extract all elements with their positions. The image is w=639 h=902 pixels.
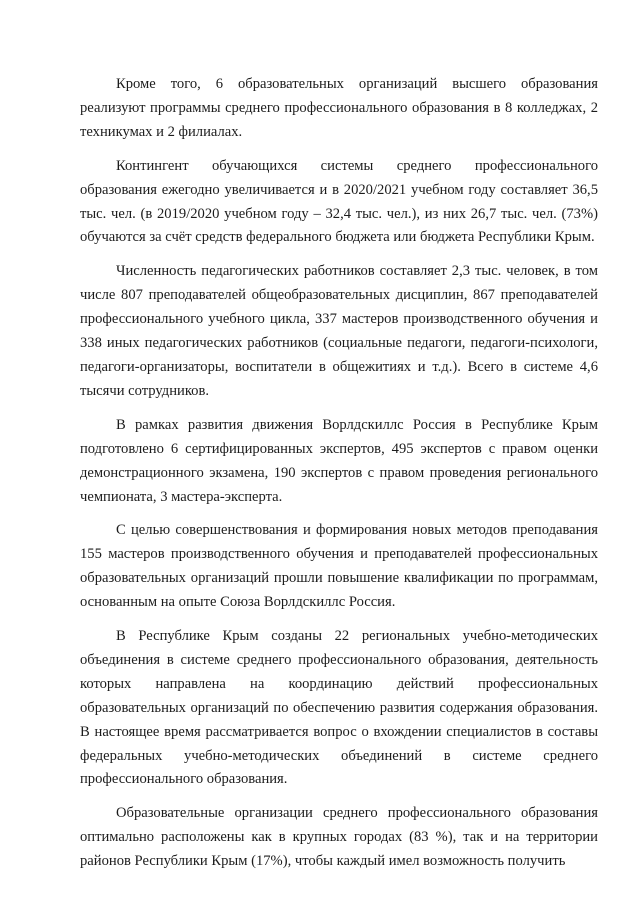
document-body (80, 73, 598, 874)
paragraph-teaching-staff: Численность педагогических работников составляет 2,3 тыс. человек, в том числе 807 преподавателей общеобразовательных дисциплин, 867 преподавателей профессионального учебного цикла, 337 мастеров производственного обучения и 338 иных педагогических работников (социальные педагоги, педагоги-психологи, педагоги-организаторы, воспитатели в общежитиях и т.д.). Всего в системе 4,6 тысячи сотрудников. (80, 263, 598, 399)
paragraph-worldskills-experts: В рамках развития движения Ворлдскиллс Россия в Республике Крым подготовлено 6 сертифицированных экспертов, 495 экспертов с правом оценки демонстрационного экзамена, 190 экспертов с правом проведения регионального чемпионата, 3 мастера-эксперта. (80, 416, 598, 505)
paragraph-universities-programs: Кроме того, 6 образовательных организаций высшего образования реализуют программы среднего профессионального образования в 8 колледжах, 2 техникумах и 2 филиалах. (80, 76, 598, 140)
paragraph-student-contingent: Контингент обучающихся системы среднего профессионального образования ежегодно увеличивается и в 2020/2021 учебном году составляет 36,5 тыс. чел. (в 2019/2020 учебном году – 32,4 тыс. чел.), из них 26,7 тыс. чел. (73%) обучаются за счёт средств федерального бюджета или бюджета Республики Крым. (80, 157, 598, 246)
paragraph-organizations-location: Образовательные организации среднего профессионального образования оптимально расположены как в крупных городах (83 %), так и на территории районов Республики Крым (17%), чтобы каждый имел возможность получить (80, 805, 598, 870)
paragraph-qualification-training: С целью совершенствования и формирования новых методов преподавания 155 мастеров производственного обучения и преподавателей профессиональных образовательных организаций прошли повышение квалификации по программам, основанным на опыте Союза Ворлдскиллс Россия. (80, 522, 598, 611)
paragraph-methodical-associations: В Республике Крым созданы 22 региональных учебно-методических объединения в системе среднего профессионального образования, деятельность которых направлена на координацию действий профессиональных образовательных организаций по обеспечению развития содержания образования. В настоящее время рассматривается вопрос о вхождении специалистов в составы федеральных учебно-методических объединений в системе среднего профессионального образования. (80, 628, 598, 788)
